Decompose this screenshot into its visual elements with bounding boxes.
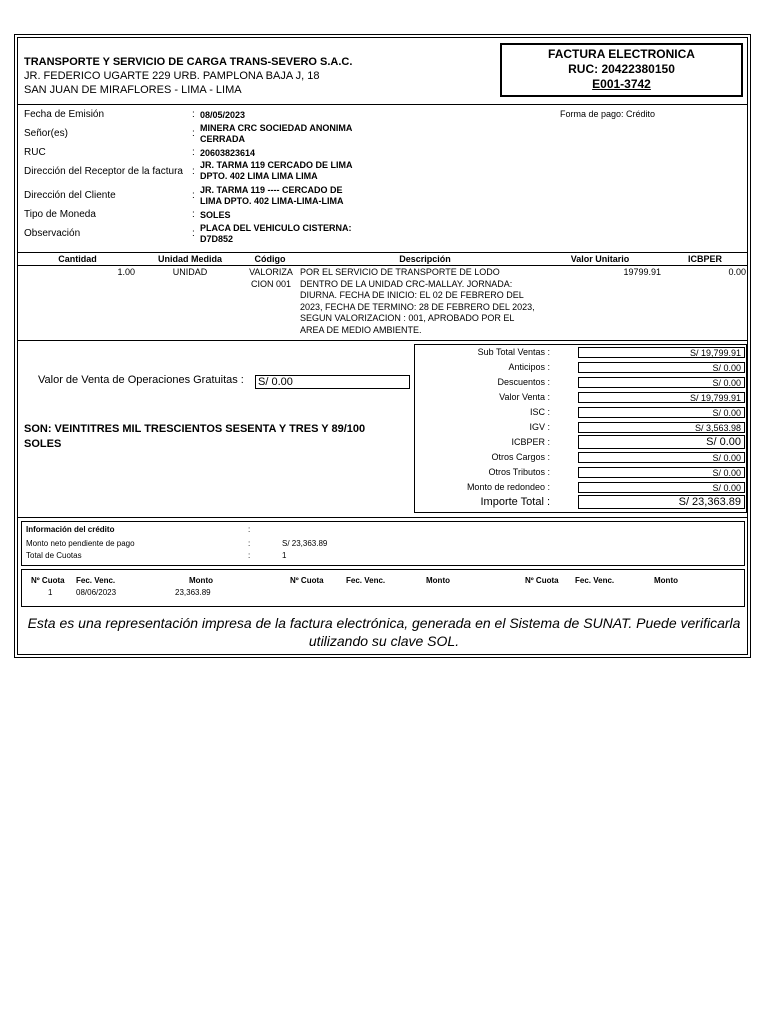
- valor-venta-value: S/ 19,799.91: [578, 392, 745, 403]
- company-name: TRANSPORTE Y SERVICIO DE CARGA TRANS-SEVERO S.A.C.: [24, 56, 353, 68]
- senor-value: MINERA CRC SOCIEDAD ANONIMA CERRADA: [200, 123, 352, 144]
- fecha-value: 08/05/2023: [200, 110, 246, 120]
- col-unidad-header: Unidad Medida: [157, 254, 222, 264]
- cuota-fec-header-1: Fec. Venc.: [76, 576, 116, 585]
- isc-label: ISC :: [529, 407, 550, 417]
- gratuitas-label: Valor de Venta de Operaciones Gratuitas :: [38, 374, 244, 386]
- importe-total-value: S/ 23,363.89: [578, 495, 745, 509]
- cuota-row-fec: 08/06/2023: [76, 588, 117, 597]
- table-header-line: [17, 265, 748, 266]
- col-valor-unitario-header: Valor Unitario: [570, 254, 630, 264]
- igv-value: S/ 3,563.98: [578, 422, 745, 433]
- dir-receptor-label: Dirección del Receptor de la factura: [24, 166, 183, 177]
- col-descripcion-header: Descripción: [399, 254, 451, 264]
- cuota-monto-header-3: Monto: [654, 576, 678, 585]
- fecha-label: Fecha de Emisión: [24, 109, 105, 120]
- dir-cliente-colon: :: [192, 190, 195, 201]
- observacion-colon: :: [192, 228, 195, 239]
- cuota-row-monto: 23,363.89: [175, 588, 211, 597]
- cuota-fec-header-2: Fec. Venc.: [346, 576, 386, 585]
- descuentos-value: S/ 0.00: [578, 377, 745, 388]
- company-address-line1: JR. FEDERICO UGARTE 229 URB. PAMPLONA BAJA J, 18: [24, 70, 320, 82]
- otros-tributos-label: Otros Tributos :: [488, 467, 550, 477]
- redondeo-value: S/ 0.00: [578, 482, 745, 493]
- invoice-number: E001-3742: [592, 77, 651, 91]
- anticipos-value: S/ 0.00: [578, 362, 745, 373]
- monto-pendiente-colon: :: [248, 539, 251, 548]
- col-icbper-header: ICBPER: [687, 254, 722, 264]
- issuer-ruc: RUC: 20422380150: [568, 62, 675, 76]
- isc-value: S/ 0.00: [578, 407, 745, 418]
- dir-cliente-value: JR. TARMA 119 ---- CERCADO DE LIMA DPTO. 402 LIMA-LIMA-LIMA: [200, 185, 344, 206]
- anticipos-label: Anticipos :: [508, 362, 550, 372]
- totals-divider: [17, 517, 748, 518]
- dir-receptor-colon: :: [192, 166, 195, 177]
- monto-pendiente-value: S/ 23,363.89: [282, 539, 328, 548]
- observacion-value: PLACA DEL VEHICULO CISTERNA: D7D852: [200, 223, 352, 244]
- item-icbper: 0.00: [728, 267, 746, 277]
- sunat-footer-note: Esta es una representación impresa de la factura electrónica, generada en el Sistema de SUNAT. Puede verificarla utilizando su clave SOL.: [27, 615, 741, 649]
- cuota-fec-header-3: Fec. Venc.: [575, 576, 615, 585]
- col-cantidad-header: Cantidad: [58, 254, 97, 264]
- importe-total-label: Importe Total :: [480, 496, 550, 508]
- redondeo-label: Monto de redondeo :: [466, 482, 550, 492]
- amount-in-words: SON: VEINTITRES MIL TRESCIENTOS SESENTA Y TRES Y 89/100 SOLES: [24, 423, 366, 450]
- total-cuotas-colon: :: [248, 551, 251, 560]
- total-cuotas-label: Total de Cuotas: [26, 551, 82, 560]
- forma-pago: Forma de pago: Crédito: [560, 109, 656, 119]
- observacion-label: Observación: [24, 228, 81, 239]
- credit-title-colon: :: [248, 525, 251, 534]
- ruc-value: 20603823614: [200, 148, 256, 158]
- icbper-total-value: S/ 0.00: [578, 435, 745, 449]
- cuotas-box: [21, 569, 745, 607]
- monto-pendiente-label: Monto neto pendiente de pago: [26, 539, 135, 548]
- item-valor-unitario: 19799.91: [623, 267, 661, 277]
- otros-cargos-value: S/ 0.00: [578, 452, 745, 463]
- otros-cargos-label: Otros Cargos :: [491, 452, 550, 462]
- table-bottom-line: [17, 340, 748, 341]
- icbper-total-label: ICBPER :: [511, 437, 550, 447]
- descuentos-label: Descuentos :: [497, 377, 550, 387]
- cuota-monto-header-2: Monto: [426, 576, 450, 585]
- total-cuotas-value: 1: [282, 551, 287, 560]
- subtotal-label: Sub Total Ventas :: [477, 347, 550, 357]
- col-codigo-header: Código: [254, 254, 286, 264]
- cuota-num-header-3: Nº Cuota: [525, 576, 559, 585]
- item-descripcion: POR EL SERVICIO DE TRANSPORTE DE LODO DENTRO DE LA UNIDAD CRC-MALLAY. JORNADA: DIURNA. FECHA DE INICIO: EL 02 DE FEBRERO DEL 2023, FECHA DE TERMINO: 28 DE FEBRERO DEL 2023, SEGUN VALORIZACION : 001, APROBADO POR EL AREA DE MEDIO AMBIENTE.: [300, 267, 535, 335]
- senor-colon: :: [192, 128, 195, 139]
- cuota-num-header-1: Nº Cuota: [31, 576, 65, 585]
- invoice-id-box: [500, 43, 743, 97]
- item-unidad: UNIDAD: [172, 267, 208, 277]
- subtotal-value: S/ 19,799.91: [578, 347, 745, 358]
- moneda-colon: :: [192, 209, 195, 220]
- ruc-colon: :: [192, 147, 195, 158]
- fecha-colon: :: [192, 109, 195, 120]
- dir-cliente-label: Dirección del Cliente: [24, 190, 116, 201]
- cuota-row-num: 1: [48, 588, 53, 597]
- item-cantidad: 1.00: [117, 267, 135, 277]
- valor-venta-label: Valor Venta :: [499, 392, 550, 402]
- igv-label: IGV :: [529, 422, 550, 432]
- gratuitas-value: S/ 0.00: [255, 375, 410, 389]
- credit-title: Información del crédito: [26, 525, 115, 534]
- dir-receptor-value: JR. TARMA 119 CERCADO DE LIMA DPTO. 402 LIMA LIMA LIMA: [200, 160, 353, 181]
- cuota-num-header-2: Nº Cuota: [290, 576, 324, 585]
- moneda-label: Tipo de Moneda: [24, 209, 96, 220]
- ruc-label: RUC: [24, 147, 46, 158]
- totals-box: [414, 344, 747, 513]
- cuota-monto-header-1: Monto: [189, 576, 213, 585]
- table-top-line: [17, 252, 748, 253]
- company-address-line2: SAN JUAN DE MIRAFLORES - LIMA - LIMA: [24, 84, 242, 96]
- otros-tributos-value: S/ 0.00: [578, 467, 745, 478]
- senor-label: Señor(es): [24, 128, 68, 139]
- item-codigo: VALORIZA CION 001: [249, 267, 293, 289]
- doc-type: FACTURA ELECTRONICA: [548, 47, 695, 61]
- moneda-value: SOLES: [200, 210, 231, 220]
- header-divider: [17, 104, 748, 105]
